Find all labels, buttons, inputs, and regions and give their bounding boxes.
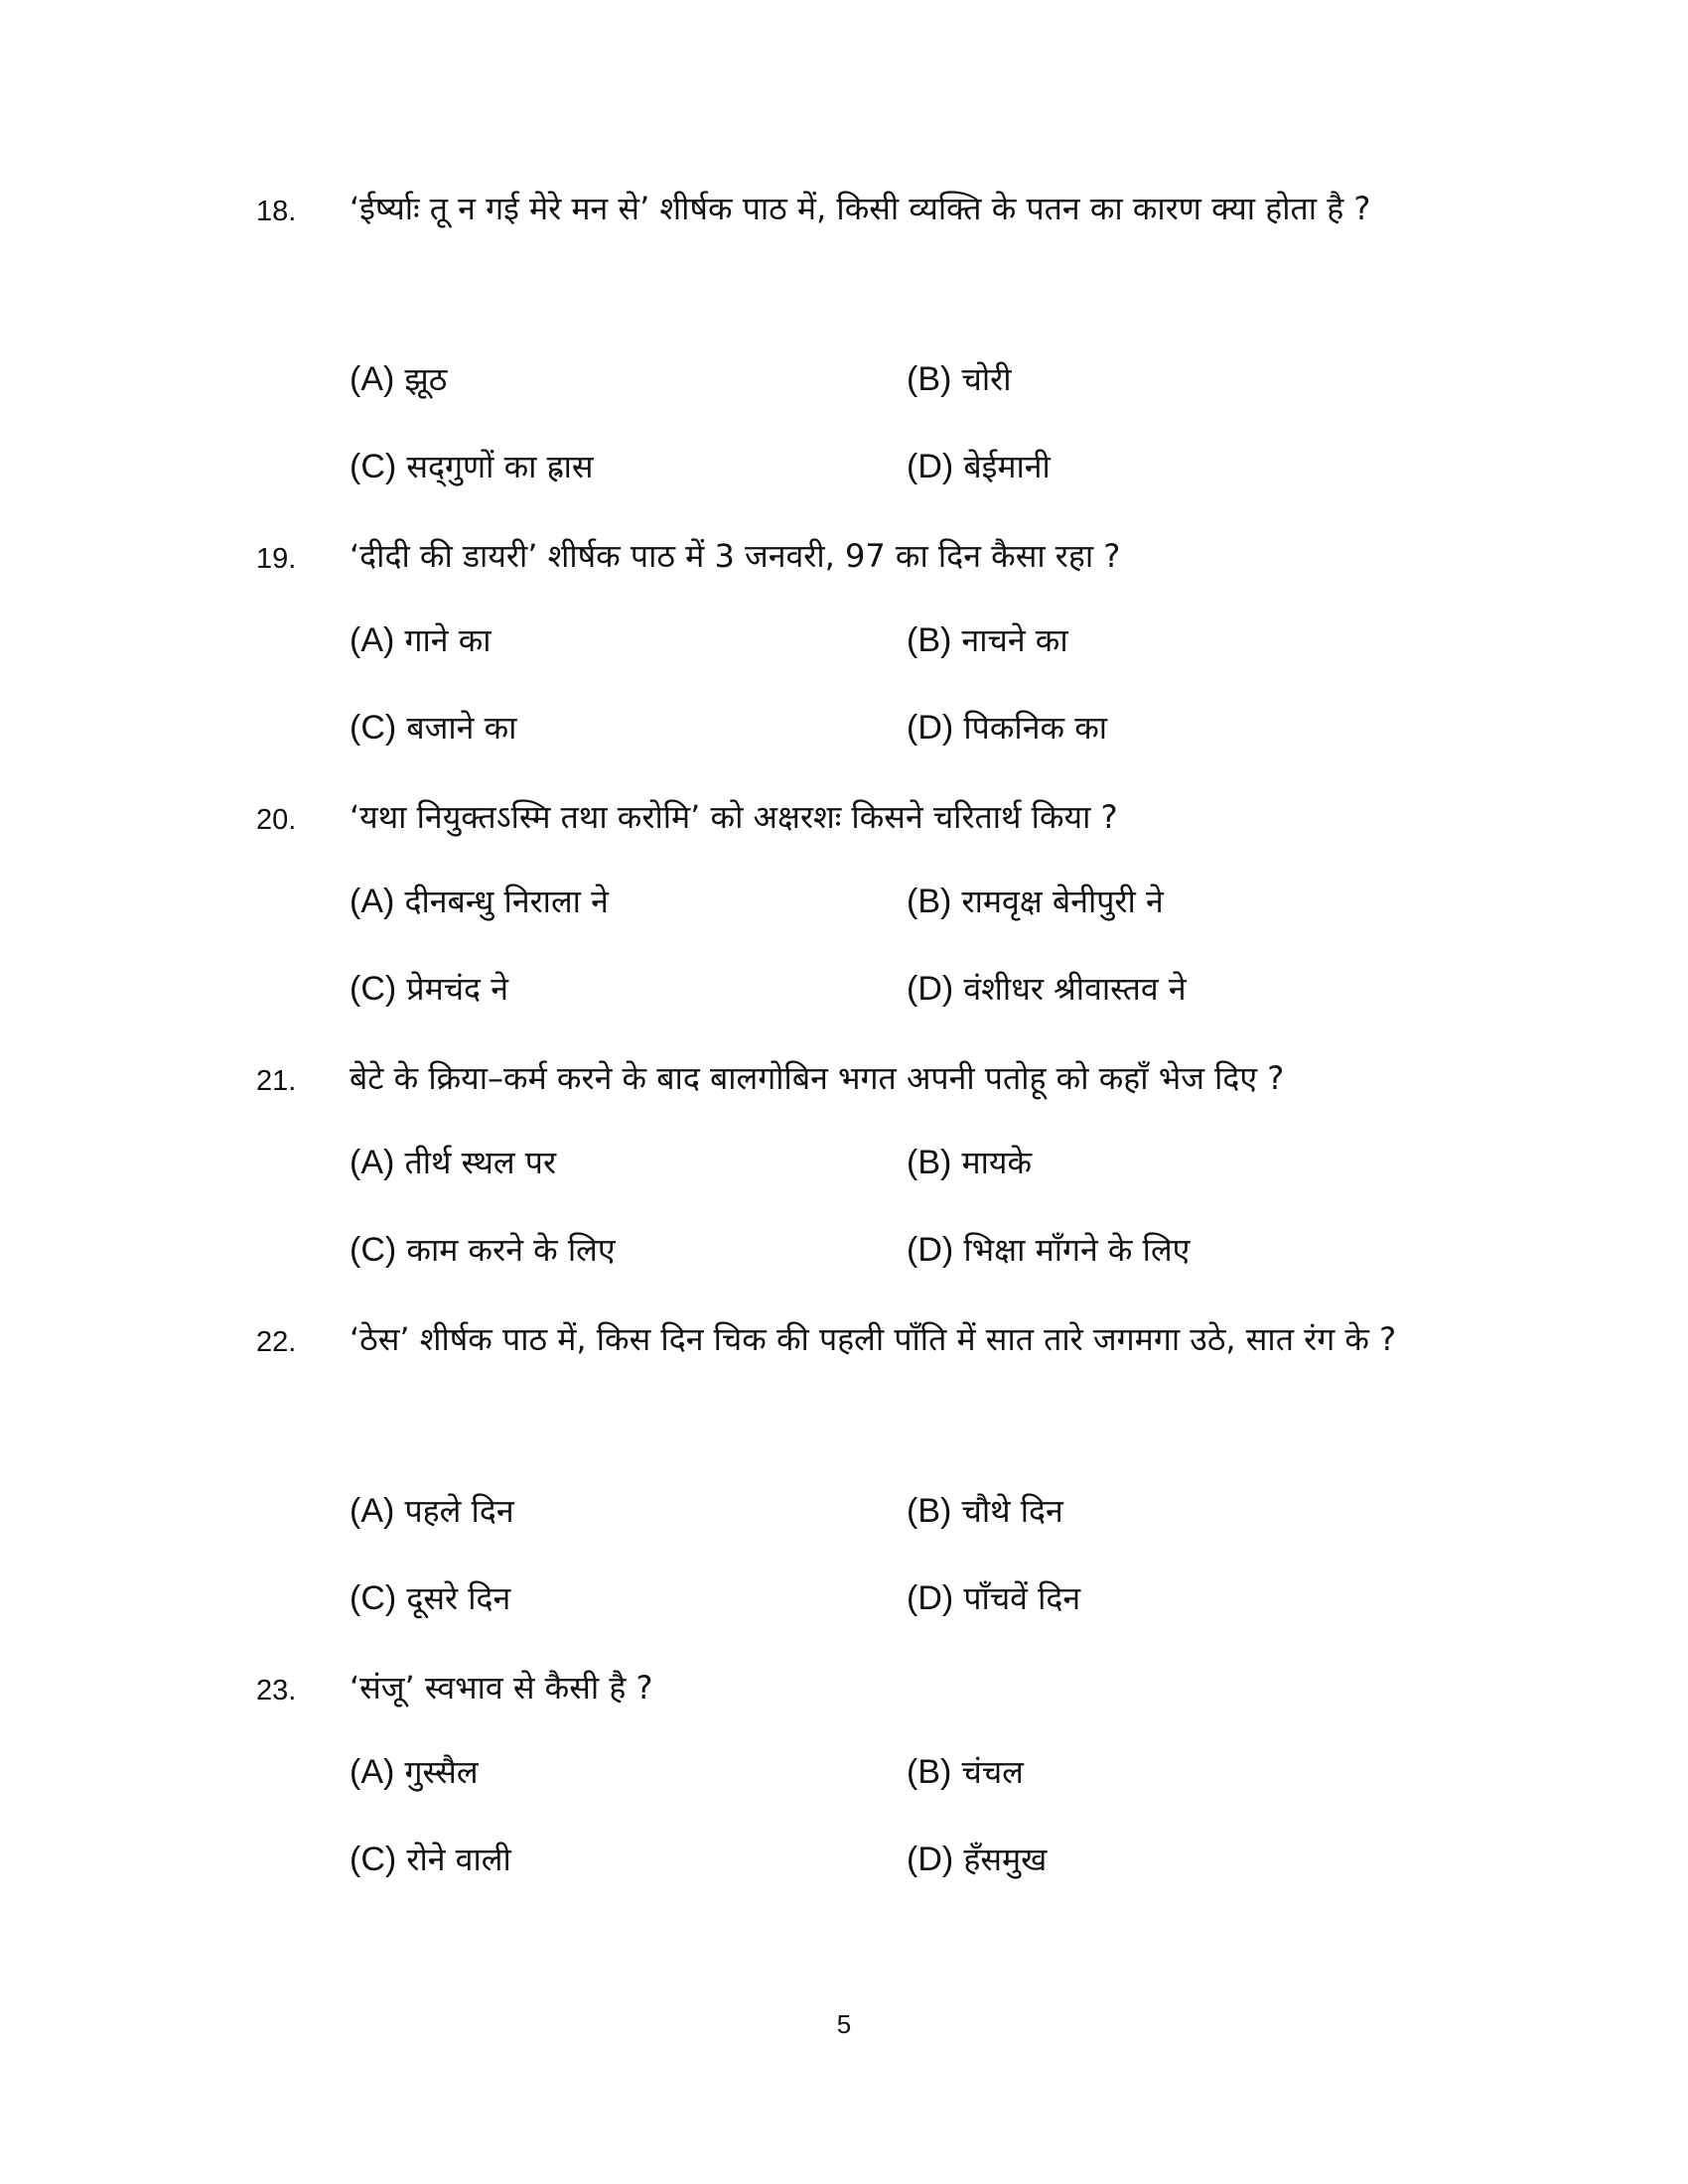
option-a [350, 1143, 556, 1182]
option-key: (A) [350, 621, 395, 659]
option-text: चौथे दिन [961, 1492, 1063, 1530]
option-key: (D) [907, 709, 954, 747]
option-d [907, 1230, 1190, 1270]
option-text: तीर्थ स्थल पर [404, 1144, 557, 1181]
option-key: (B) [907, 360, 952, 398]
option-b [907, 620, 1068, 660]
option-a [350, 1752, 479, 1792]
option-key: (B) [907, 1144, 952, 1181]
option-b [907, 1143, 1032, 1182]
option-c [350, 1578, 510, 1618]
option-key: (A) [350, 883, 395, 920]
option-text: रोने वाली [406, 1841, 511, 1878]
option-key: (A) [350, 1753, 395, 1791]
option-key: (A) [350, 360, 395, 398]
option-key: (C) [350, 709, 397, 747]
option-text: दीनबन्धु निराला ने [404, 883, 609, 920]
question-text: ‘यथा नियुक्तऽस्मि तथा करोमि’ को अक्षरशः किसने चरितार्थ किया ? [350, 798, 1118, 836]
option-a [350, 1491, 514, 1531]
question-text: ‘दीदी की डायरी’ शीर्षक पाठ में 3 जनवरी, 97 का दिन कैसा रहा ? [350, 537, 1121, 575]
option-text: चंचल [961, 1753, 1024, 1791]
option-d [907, 1578, 1080, 1618]
option-key: (C) [350, 1579, 397, 1617]
option-b [907, 1752, 1024, 1792]
option-d [907, 447, 1051, 486]
option-key: (A) [350, 1492, 395, 1530]
option-text: प्रेमचंद ने [406, 970, 508, 1008]
question-text: ‘संजू’ स्वभाव से कैसी है ? [350, 1669, 653, 1706]
option-c [350, 1840, 511, 1879]
option-c [350, 708, 516, 748]
option-text: भिक्षा माँगने के लिए [963, 1231, 1191, 1269]
option-text: पाँचवें दिन [963, 1579, 1081, 1617]
option-text: काम करने के लिए [406, 1231, 616, 1269]
option-key: (B) [907, 883, 952, 920]
question-number: 19. [256, 543, 297, 575]
option-text: झूठ [404, 360, 448, 398]
option-a [350, 882, 609, 921]
option-text: मायके [961, 1144, 1033, 1181]
question-text: ‘ठेस’ शीर्षक पाठ में, किस दिन चिक की पहली पाँति में सात तारे जगमगा उठे, सात रंग के ? [350, 1320, 1397, 1358]
option-text: गुस्सैल [404, 1753, 479, 1791]
option-key: (C) [350, 970, 397, 1008]
question-number: 21. [256, 1065, 297, 1097]
option-key: (B) [907, 1492, 952, 1530]
option-b [907, 1491, 1063, 1531]
option-b [907, 882, 1164, 921]
option-key: (D) [907, 970, 954, 1008]
option-key: (D) [907, 1579, 954, 1617]
option-text: नाचने का [961, 621, 1068, 659]
option-c [350, 447, 594, 486]
option-d [907, 969, 1187, 1009]
option-text: बजाने का [406, 709, 517, 747]
option-key: (D) [907, 1231, 954, 1269]
option-key: (D) [907, 448, 954, 485]
option-a [350, 359, 447, 399]
option-a [350, 620, 492, 660]
option-text: हँसमुख [963, 1841, 1048, 1878]
option-key: (B) [907, 1753, 952, 1791]
page-number: 5 [836, 2009, 852, 2039]
question-number: 23. [256, 1675, 297, 1706]
question-number: 18. [256, 196, 297, 227]
option-text: रामवृक्ष बेनीपुरी ने [961, 883, 1164, 920]
option-text: पहले दिन [404, 1492, 514, 1530]
option-b [907, 359, 1011, 399]
option-key: (A) [350, 1144, 395, 1181]
question-number: 20. [256, 804, 297, 836]
option-key: (C) [350, 448, 397, 485]
option-key: (C) [350, 1841, 397, 1878]
option-c [350, 1230, 616, 1270]
option-text: सद्‌गुणों का ह्रास [406, 448, 594, 485]
option-d [907, 708, 1107, 748]
question-number: 22. [256, 1326, 297, 1358]
option-d [907, 1840, 1047, 1879]
option-key: (C) [350, 1231, 397, 1269]
option-key: (D) [907, 1841, 954, 1878]
option-c [350, 969, 508, 1009]
option-text: चोरी [961, 360, 1012, 398]
option-text: बेईमानी [963, 448, 1051, 485]
option-text: वंशीधर श्रीवास्तव ने [963, 970, 1187, 1008]
option-text: दूसरे दिन [406, 1579, 511, 1617]
option-text: पिकनिक का [963, 709, 1108, 747]
question-text: ‘ईर्ष्याः तू न गई मेरे मन से’ शीर्षक पाठ में, किसी व्यक्ति के पतन का कारण क्या होता है ? [350, 190, 1371, 227]
option-text: गाने का [404, 621, 492, 659]
option-key: (B) [907, 621, 952, 659]
question-text: बेटे के क्रिया–कर्म करने के बाद बालगोबिन भगत अपनी पतोहू को कहाँ भेज दिए ? [350, 1059, 1285, 1097]
